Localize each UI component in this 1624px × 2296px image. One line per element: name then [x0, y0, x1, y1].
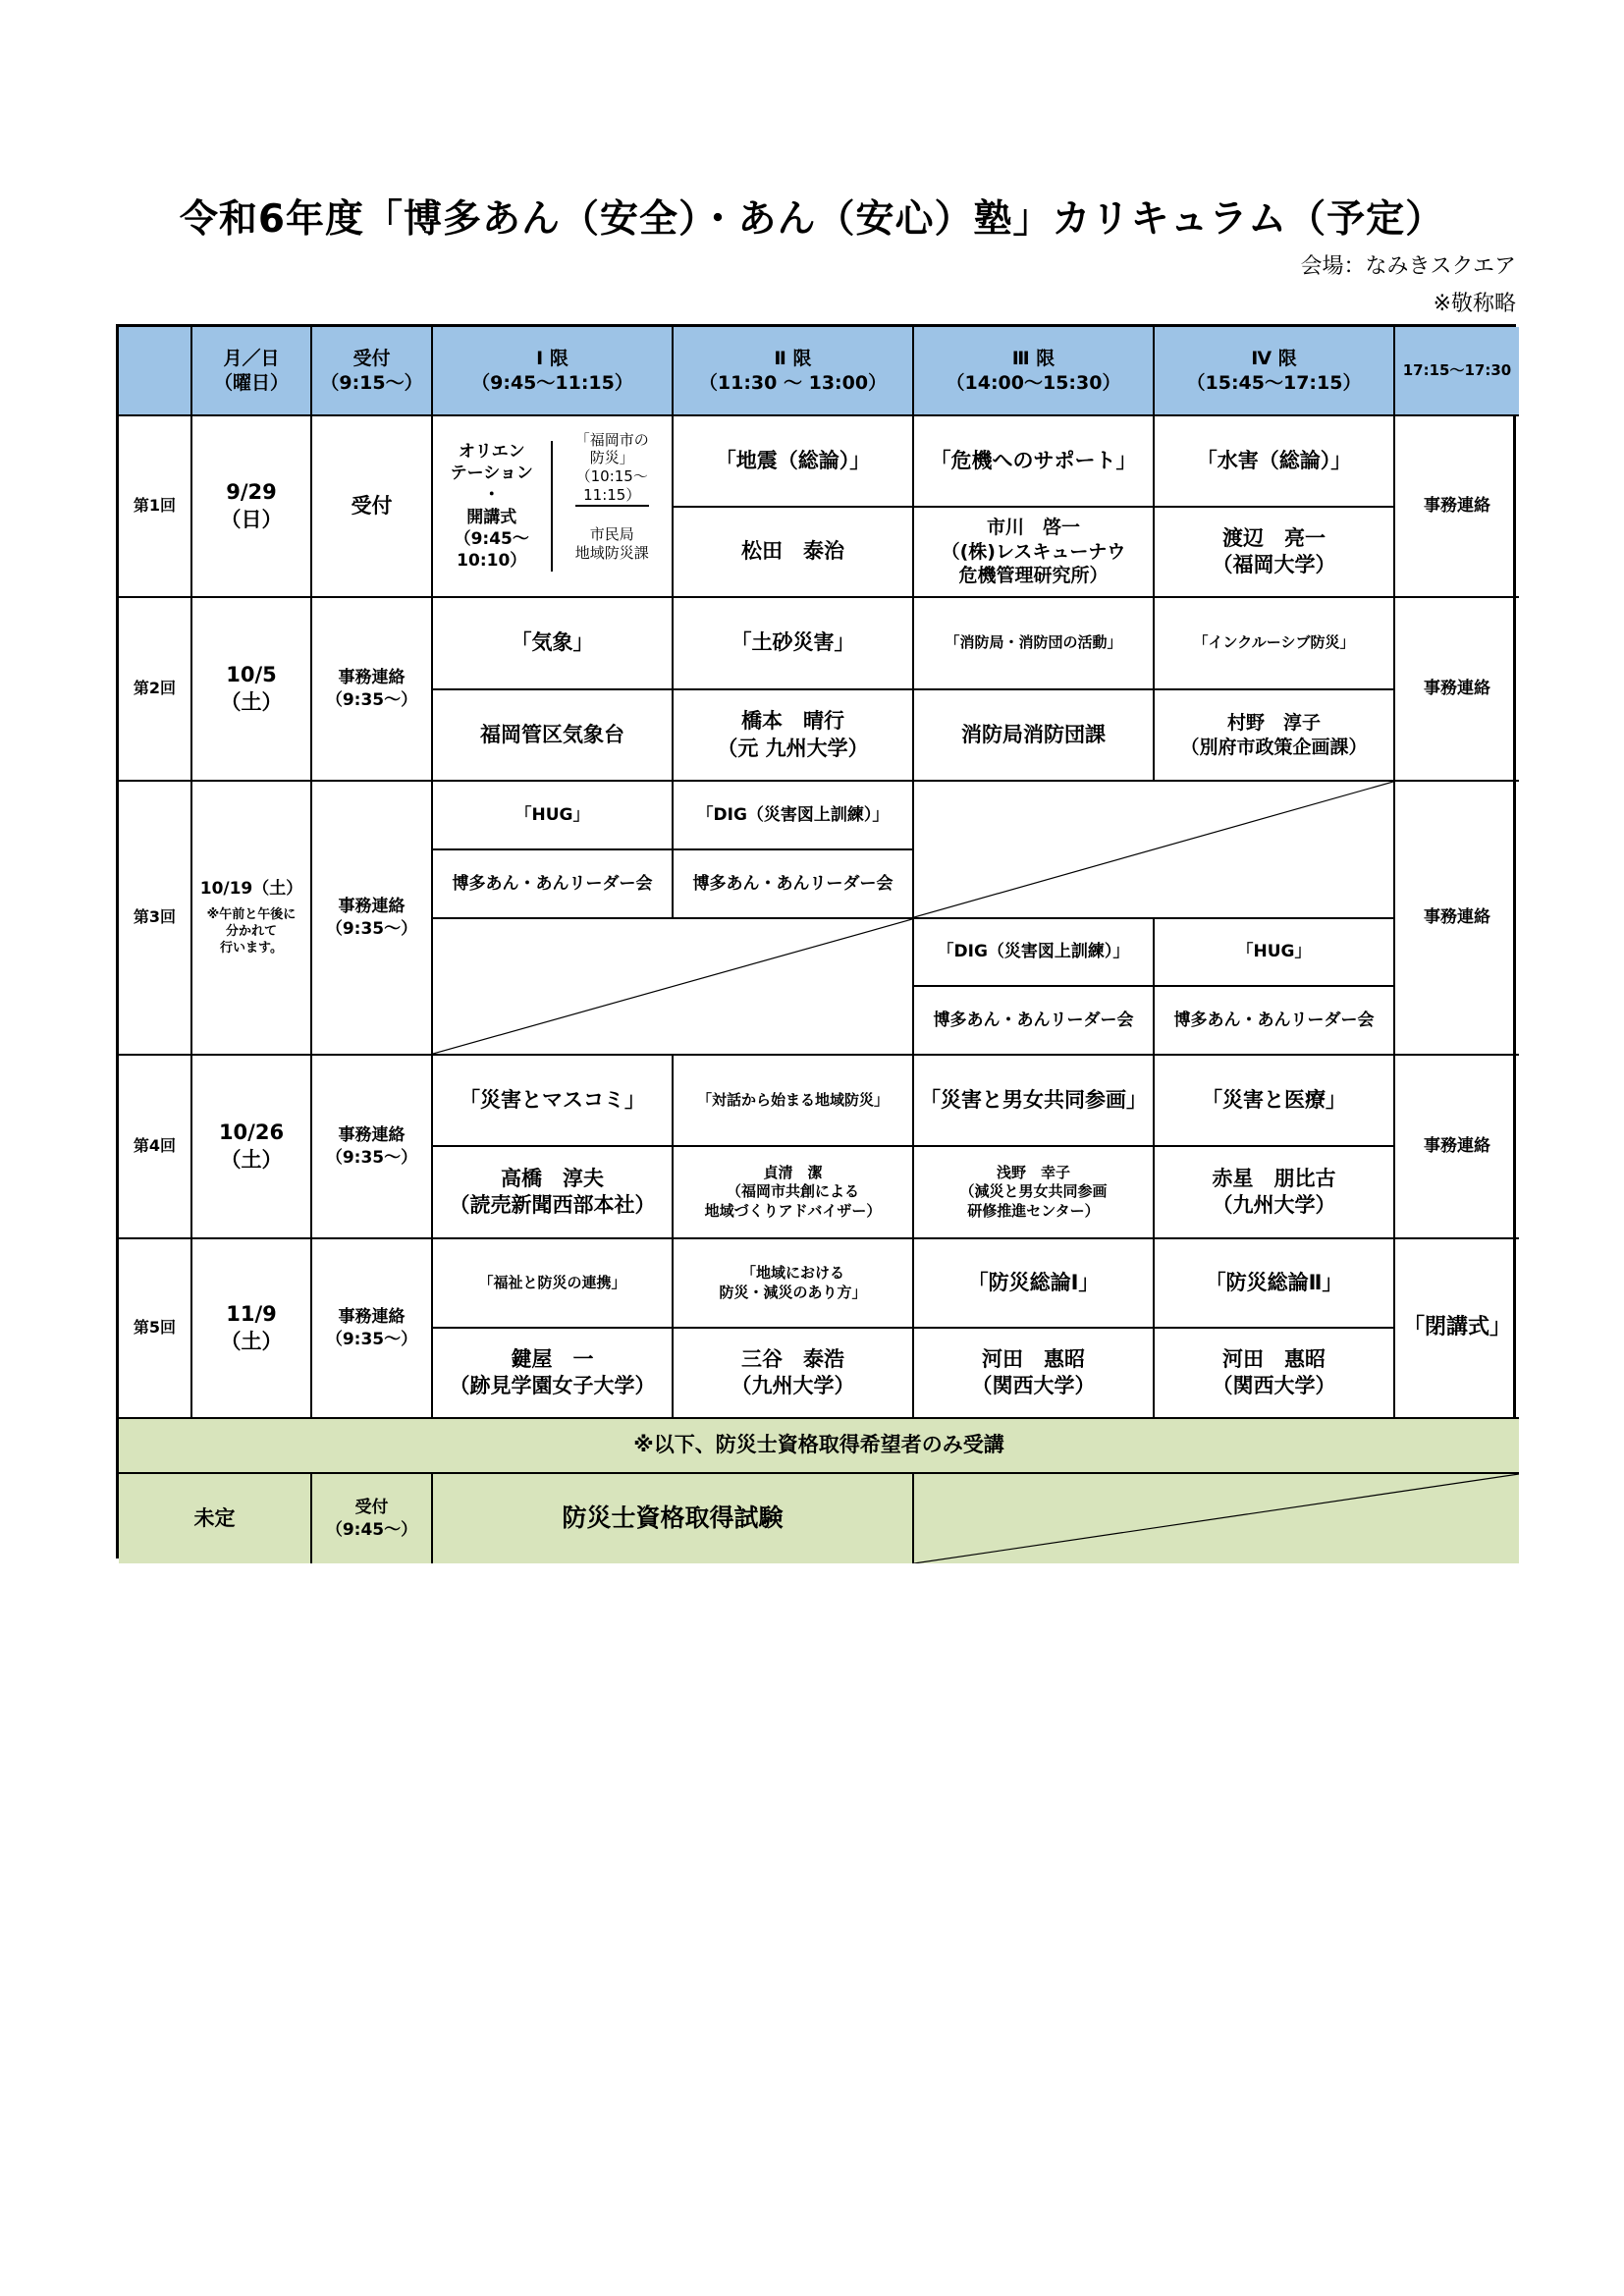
- session-reception: 事務連絡 （9:35～）: [312, 782, 433, 1056]
- topic-cell: 「HUG」: [433, 782, 674, 850]
- topic-cell: 「災害とマスコミ」: [433, 1056, 674, 1147]
- session-date: 10/26 （土）: [192, 1056, 312, 1239]
- topic-cell: 「土砂災害」: [674, 598, 914, 690]
- topic-cell: 「DIG（災害図上訓練）」: [914, 919, 1155, 987]
- diagonal-line: [914, 782, 1393, 917]
- session-reception: 事務連絡 （9:35～）: [312, 1056, 433, 1239]
- header-reception: 受付 （9:15～）: [312, 327, 433, 416]
- page-title: 令和6年度「博多あん（安全）・あん（安心）塾」カリキュラム（予定）: [179, 197, 1445, 242]
- admin-cell: 事務連絡: [1395, 782, 1519, 1056]
- header-period-3: Ⅲ 限 （14:00～15:30）: [914, 327, 1155, 416]
- topic-cell: 「地域における 防災・減災のあり方」: [674, 1239, 914, 1329]
- topic-cell: 「消防局・消防団の活動」: [914, 598, 1155, 690]
- speaker-cell: 鍵屋 一 （跡見学園女子大学）: [433, 1329, 674, 1419]
- session-reception: 事務連絡 （9:35～）: [312, 598, 433, 782]
- speaker-cell: 博多あん・あんリーダー会: [914, 987, 1155, 1056]
- speaker-cell: 市川 啓一 （(株)レスキューナウ 危機管理研究所）: [914, 508, 1155, 598]
- exam-empty: [914, 1474, 1519, 1563]
- header-period-4: Ⅳ 限 （15:45～17:15）: [1155, 327, 1395, 416]
- session1-period1: [433, 416, 674, 598]
- empty-slot-am: [914, 782, 1395, 919]
- session-date: [192, 782, 312, 1056]
- speaker-cell: 福岡管区気象台: [433, 690, 674, 782]
- topic-cell: 「DIG（災害図上訓練）」: [674, 782, 914, 850]
- speaker-cell: 貞清 潔 （福岡市共創による 地域づくりアドバイザー）: [674, 1147, 914, 1239]
- exam-date: 未定: [119, 1474, 312, 1563]
- diagonal-line: [914, 1474, 1519, 1563]
- venue-text: 会場：なみきスクエア: [1300, 254, 1516, 279]
- session-date: 10/5 （土）: [192, 598, 312, 782]
- fukuoka-bousai-speaker: 市民局 地域防災課: [574, 524, 649, 562]
- session-date: 11/9 （土）: [192, 1239, 312, 1419]
- header-corner: [119, 327, 192, 416]
- session-date-text: 10/19（土）: [199, 879, 303, 900]
- speaker-cell: 渡辺 亮一 （福岡大学）: [1155, 508, 1395, 598]
- speaker-cell: 高橋 淳夫 （読売新聞西部本社）: [433, 1147, 674, 1239]
- topic-cell: 「地震（総論）」: [674, 416, 914, 508]
- session-reception: 事務連絡 （9:35～）: [312, 1239, 433, 1419]
- header-period-2: Ⅱ 限 （11:30 ～ 13:00）: [674, 327, 914, 416]
- admin-cell: 事務連絡: [1395, 598, 1519, 782]
- topic-cell: 「対話から始まる地域防災」: [674, 1056, 914, 1147]
- speaker-cell: 浅野 幸子 （減災と男女共同参画 研修推進センター）: [914, 1147, 1155, 1239]
- topic-cell: 「危機へのサポート」: [914, 416, 1155, 508]
- session-label: 第4回: [119, 1056, 192, 1239]
- speaker-cell: 消防局消防団課: [914, 690, 1155, 782]
- speaker-cell: 河田 惠昭 （関西大学）: [1155, 1329, 1395, 1419]
- speaker-cell: 三谷 泰浩 （九州大学）: [674, 1329, 914, 1419]
- speaker-cell: 博多あん・あんリーダー会: [433, 850, 674, 919]
- session-label: 第5回: [119, 1239, 192, 1419]
- session-date: 9/29 （日）: [192, 416, 312, 598]
- speaker-cell: 橋本 晴行 （元 九州大学）: [674, 690, 914, 782]
- session-label: 第2回: [119, 598, 192, 782]
- session-label: 第1回: [119, 416, 192, 598]
- topic-cell: 「HUG」: [1155, 919, 1395, 987]
- closing-ceremony-cell: 「閉講式」: [1395, 1239, 1519, 1419]
- session-reception: 受付: [312, 416, 433, 598]
- speaker-cell: 赤星 朋比古 （九州大学）: [1155, 1147, 1395, 1239]
- exam-label: 防災士資格取得試験: [433, 1474, 914, 1563]
- speaker-cell: 河田 惠昭 （関西大学）: [914, 1329, 1155, 1419]
- honorific-note: ※敬称略: [1433, 292, 1516, 316]
- exam-reception: 受付 （9:45～）: [312, 1474, 433, 1563]
- topic-cell: 「インクルーシブ防災」: [1155, 598, 1395, 690]
- exam-notice: ※以下、防災士資格取得希望者のみ受講: [119, 1419, 1519, 1474]
- topic-cell: 「防災総論Ⅱ」: [1155, 1239, 1395, 1329]
- speaker-cell: 博多あん・あんリーダー会: [674, 850, 914, 919]
- topic-cell: 「福祉と防災の連携」: [433, 1239, 674, 1329]
- diagonal-line: [433, 919, 912, 1054]
- speaker-cell: 村野 淳子 （別府市政策企画課）: [1155, 690, 1395, 782]
- topic-cell: 「災害と男女共同参画」: [914, 1056, 1155, 1147]
- speaker-cell: 博多あん・あんリーダー会: [1155, 987, 1395, 1056]
- empty-slot-pm: [433, 919, 914, 1056]
- admin-cell: 事務連絡: [1395, 1056, 1519, 1239]
- curriculum-table: [116, 324, 1516, 1558]
- session-label: 第3回: [119, 782, 192, 1056]
- header-period-1: Ⅰ 限 （9:45～11:15）: [433, 327, 674, 416]
- orientation-cell: オリエン テーション ・ 開講式 （9:45～ 10:10）: [433, 441, 553, 572]
- topic-cell: 「災害と医療」: [1155, 1056, 1395, 1147]
- admin-cell: 事務連絡: [1395, 416, 1519, 598]
- speaker-cell: 松田 泰治: [674, 508, 914, 598]
- session-date-note: ※午前と午後に 分かれて 行います。: [206, 907, 297, 956]
- topic-cell: 「防災総論Ⅰ」: [914, 1239, 1155, 1329]
- topic-cell: 「気象」: [433, 598, 674, 690]
- topic-cell: 「水害（総論）」: [1155, 416, 1395, 508]
- header-period-5: 17:15～17:30: [1395, 327, 1519, 416]
- header-date: 月／日 （曜日）: [192, 327, 312, 416]
- fukuoka-bousai-topic: 「福岡市の 防災」 （10:15～ 11:15）: [575, 431, 649, 507]
